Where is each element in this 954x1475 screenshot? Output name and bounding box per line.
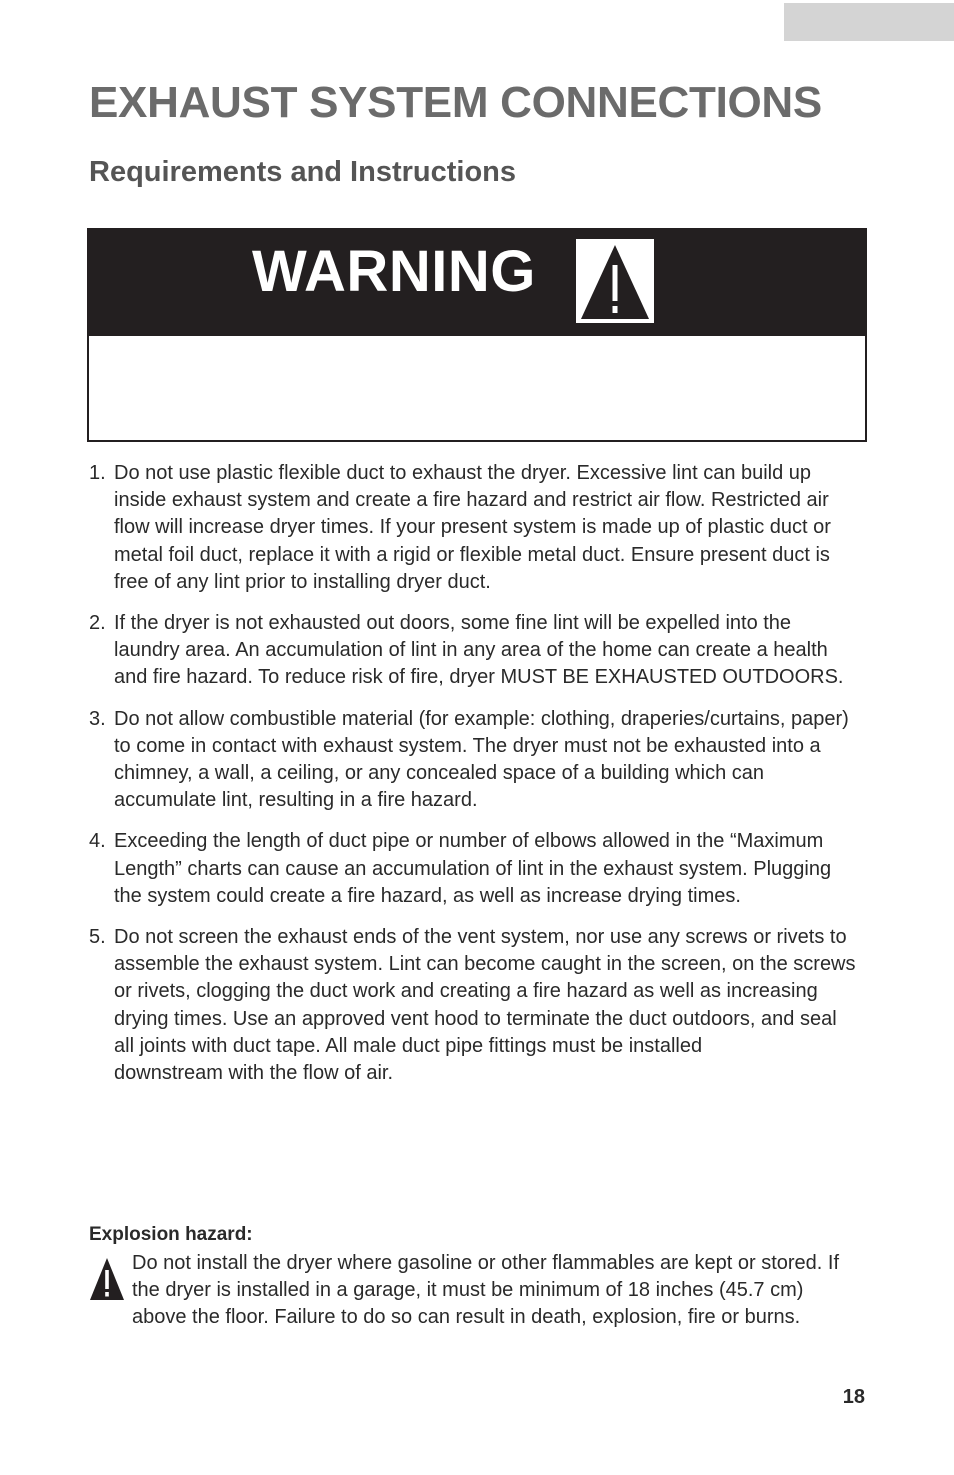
instruction-number: 5. (89, 926, 106, 949)
instruction-number: 3. (89, 707, 106, 730)
section-tab (784, 3, 954, 41)
warning-label: WARNING (252, 239, 536, 304)
page-number: 18 (842, 1386, 865, 1408)
instruction-text: Do not screen the exhaust ends of the vent system, nor use any screws or rivets to assemble the exhaust system. Lint can become caught in the screen, on the screws or rivets, clogging the duct work and creating a fire hazard as well as increasing drying times. Use an approved vent hood to terminate the duct outdoors, and seal all joints with duct tape. All male duct pipe fittings must be installed downstream with the flow of air. (114, 926, 856, 1085)
warning-header (89, 230, 865, 336)
section-subtitle: Requirements and Instructions (89, 156, 517, 188)
instruction-number: 1. (89, 462, 106, 484)
instruction-text: If the dryer is not exhausted out doors, some fine lint will be expelled into the laundry area. An accumulation of lint in any area of the home can create a health and fire hazard. To reduce risk of fire, dryer MUST BE EXHAUSTED OUTDOORS. (114, 612, 844, 689)
instruction-item (89, 610, 859, 692)
explosion-hazard-text: Do not install the dryer where gasoline or other flammables are kept or stored. If the dryer is installed in a garage, it must be minimum of 18 inches (45.7 cm) above the floor. Failure to do so can result in death, explosion, fire or burns. (132, 1252, 840, 1329)
instruction-text: Do not use plastic flexible duct to exhaust the dryer. Excessive lint can build up inside exhaust system and create a fire hazard and restrict air flow. Restricted air flow will increase dryer times. If your present system is made up of plastic duct or metal foil duct, replace it with a rigid or flexible metal duct. Ensure present duct is free of any lint prior to installing dryer duct. (114, 462, 831, 593)
instruction-text: Do not allow combustible material (for example: clothing, draperies/curtains, paper) to come in contact with exhaust system. The dryer must not be exhausted into a chimney, a wall, a ceiling, or any concealed space of a building which can accumulate lint, resulting in a fire hazard. (114, 707, 849, 812)
instruction-item (89, 460, 859, 596)
warning-box (87, 228, 867, 442)
warning-triangle-icon (576, 239, 654, 323)
instruction-number: 2. (89, 612, 106, 635)
instruction-number: 4. (89, 830, 106, 853)
caution-triangle-icon (89, 1256, 125, 1302)
page-title: EXHAUST SYSTEM CONNECTIONS (89, 78, 822, 127)
instruction-text: Exceeding the length of duct pipe or number of elbows allowed in the “Maximum Length” charts can cause an accumulation of lint in the exhaust system. Plugging the system could create a fire hazard, as well as increase drying times. (114, 830, 832, 907)
instruction-item (89, 828, 859, 910)
instruction-item (89, 706, 859, 815)
explosion-hazard-heading: Explosion hazard: (89, 1224, 253, 1245)
instruction-list (89, 460, 859, 1101)
instruction-item (89, 924, 859, 1087)
